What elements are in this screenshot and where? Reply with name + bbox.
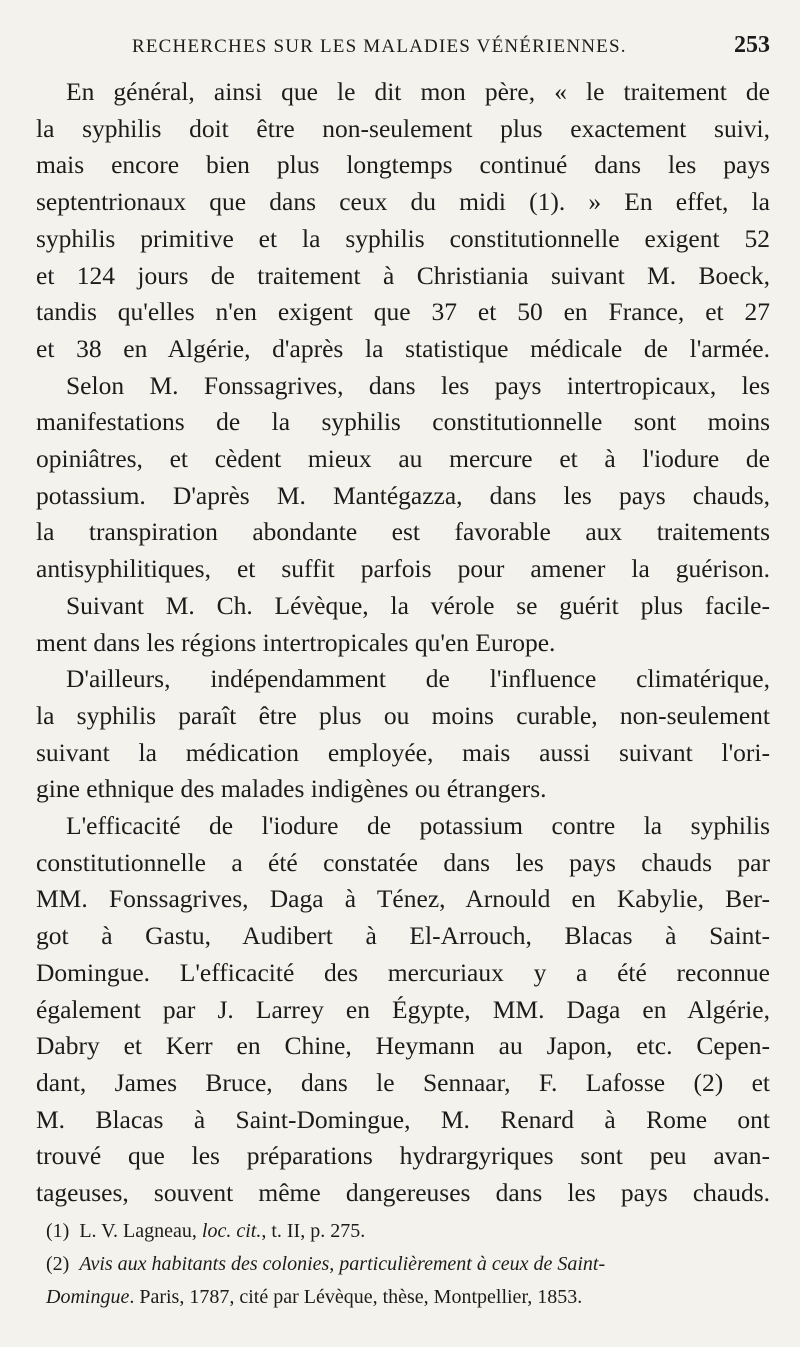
- text-line: la syphilis paraît être plus ou moins curable, non-seulement: [36, 700, 770, 730]
- footnote-1: [46, 1215, 772, 1248]
- text-line: la transpiration abondante est favorable aux traitements: [36, 517, 770, 547]
- footnotes: [46, 1215, 772, 1314]
- footnote-2: [46, 1248, 772, 1281]
- footnote-loc: loc. cit.: [201, 1220, 262, 1242]
- footnote-2-continuation: [46, 1281, 772, 1314]
- text-line: potassium. D'après M. Mantégazza, dans les pays chauds,: [36, 480, 770, 510]
- text-line: got à Gastu, Audibert à El-Arrouch, Blacas à Saint-: [36, 921, 770, 951]
- text-line: antisyphilitiques, et suffit parfois pour amener la guérison.: [36, 554, 770, 584]
- footnote-ref: (2): [46, 1253, 70, 1275]
- text-line: constitutionnelle a été constatée dans les pays chauds par: [36, 847, 770, 877]
- page-number: 253: [734, 32, 770, 58]
- paragraph: [36, 661, 770, 808]
- footnote-ref: (1): [46, 1220, 70, 1242]
- text-line: Dabry et Kerr en Chine, Heymann au Japon, etc. Cepen-: [36, 1031, 770, 1061]
- running-title: RECHERCHES SUR LES MALADIES VÉNÉRIENNES.: [132, 36, 627, 57]
- text-line: opiniâtres, et cèdent mieux au mercure et à l'iodure de: [36, 444, 770, 474]
- body-text: [36, 74, 770, 1212]
- text-line: gine ethnique des malades indigènes ou étrangers.: [36, 774, 547, 804]
- text-line: ment dans les régions intertropicales qu'en Europe.: [36, 627, 556, 657]
- text-line: suivant la médication employée, mais aussi suivant l'ori-: [36, 737, 770, 767]
- text-line: M. Blacas à Saint-Domingue, M. Renard à Rome ont: [36, 1104, 770, 1134]
- text-line: septentrionaux que dans ceux du midi (1). » En effet, la: [36, 187, 770, 217]
- text-line: En général, ainsi que le dit mon père, « le traitement de: [66, 77, 770, 106]
- text-line: Selon M. Fonssagrives, dans les pays intertropicaux, les: [66, 370, 770, 400]
- footnote-rest: , t. II, p. 275.: [261, 1220, 366, 1242]
- text-line: trouvé que les préparations hydrargyriques sont peu avan-: [36, 1141, 770, 1171]
- text-line: Suivant M. Ch. Lévèque, la vérole se guérit plus facile-: [66, 590, 770, 620]
- text-line: MM. Fonssagrives, Daga à Ténez, Arnould en Kabylie, Ber-: [36, 884, 770, 914]
- text-line: dant, James Bruce, dans le Sennaar, F. Lafosse (2) et: [36, 1067, 770, 1097]
- footnote-rest: . Paris, 1787, cité par Lévèque, thèse, Montpellier, 1853.: [129, 1286, 583, 1308]
- running-head: [132, 32, 770, 62]
- text-line: tageuses, souvent même dangereuses dans les pays chauds.: [36, 1178, 770, 1208]
- paragraph: [36, 74, 770, 368]
- paragraph: [36, 588, 770, 661]
- text-line: également par J. Larrey en Égypte, MM. Daga en Algérie,: [36, 994, 770, 1024]
- paragraph: [36, 368, 770, 588]
- text-line: manifestations de la syphilis constitutionnelle sont moins: [36, 407, 770, 437]
- text-line: tandis qu'elles n'en exigent que 37 et 50 en France, et 27: [36, 297, 770, 327]
- text-line: la syphilis doit être non-seulement plus exactement suivi,: [36, 113, 770, 143]
- footnote-title-cont: Domingue: [46, 1286, 130, 1308]
- footnote-author: L. V. Lagneau,: [79, 1220, 197, 1242]
- text-line: mais encore bien plus longtemps continué dans les pays: [36, 150, 770, 180]
- text-line: L'efficacité de l'iodure de potassium contre la syphilis: [66, 811, 770, 841]
- text-line: et 124 jours de traitement à Christiania suivant M. Boeck,: [36, 260, 770, 290]
- footnote-title: Avis aux habitants des colonies, particulièrement à ceux de Saint-: [79, 1253, 606, 1275]
- text-line: et 38 en Algérie, d'après la statistique médicale de l'armée.: [36, 333, 770, 363]
- text-line: syphilis primitive et la syphilis constitutionnelle exigent 52: [36, 223, 770, 253]
- paragraph: [36, 808, 770, 1212]
- text-line: D'ailleurs, indépendamment de l'influence climatérique,: [66, 664, 770, 694]
- text-line: Domingue. L'efficacité des mercuriaux y a été reconnue: [36, 957, 770, 987]
